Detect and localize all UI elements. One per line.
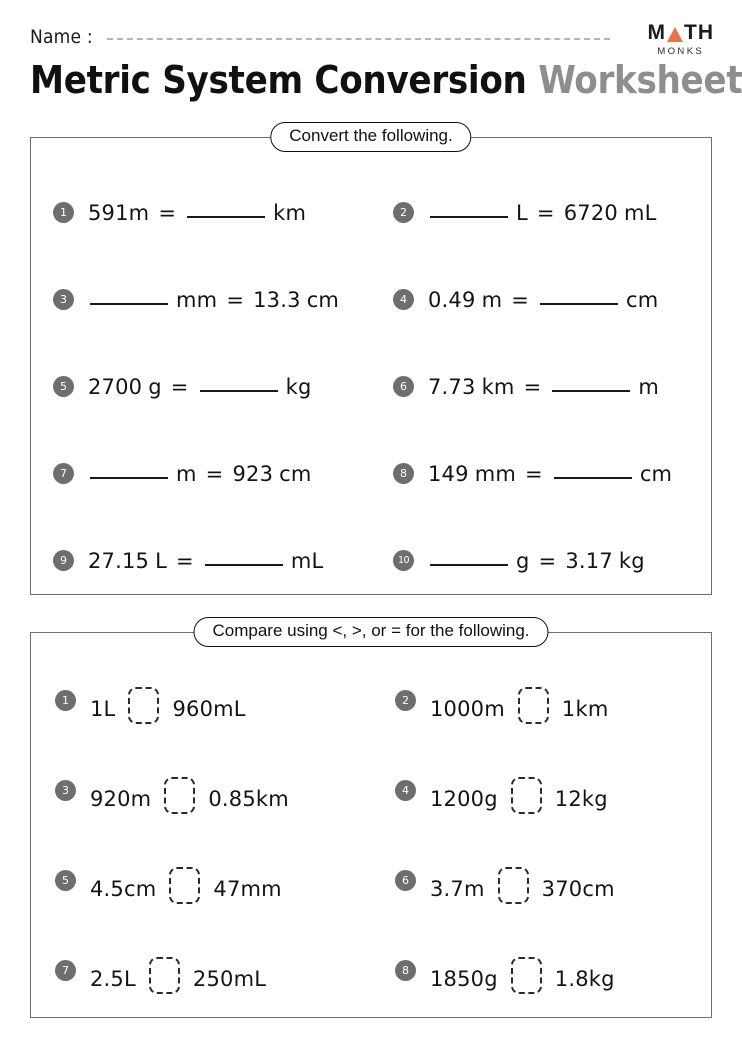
expression-token: = (538, 548, 557, 573)
compare-expression (430, 949, 615, 991)
compare-left-value: 1L (90, 697, 116, 721)
expression-token: = (176, 548, 194, 573)
expression-token: = (158, 200, 177, 225)
problem-expression (88, 201, 306, 225)
name-label: Name : (30, 26, 93, 48)
problem-expression (428, 288, 658, 312)
problem-number-badge: 3 (53, 289, 74, 310)
problem-number-badge: 1 (53, 202, 74, 223)
problem-number-badge: 7 (55, 960, 76, 981)
problem-item (371, 430, 711, 517)
page-title-secondary: Worksheet (538, 58, 742, 102)
expression-token: = (226, 287, 245, 312)
expression-token: mL (290, 548, 324, 573)
comparison-answer-box[interactable] (511, 957, 542, 994)
problem-number-badge: 6 (393, 376, 414, 397)
logo-wordmark (648, 22, 715, 43)
compare-right-value: 370cm (541, 877, 615, 901)
compare-right-value: 250mL (192, 967, 267, 991)
expression-token: 0.49 (428, 287, 476, 312)
math-monks-logo (648, 22, 715, 57)
problem-item (371, 517, 711, 604)
problem-number-badge: 5 (53, 376, 74, 397)
problem-number-badge: 2 (393, 202, 414, 223)
expression-token: m (481, 287, 503, 312)
problem-item (371, 343, 711, 430)
expression-token: g (516, 548, 530, 573)
compare-right-value: 47mm (213, 877, 282, 901)
answer-blank[interactable] (90, 302, 168, 305)
problem-expression (88, 288, 339, 312)
problem-row (31, 655, 711, 745)
expression-token: 923 (232, 461, 274, 486)
answer-blank[interactable] (430, 563, 508, 566)
compare-left-value: 1850g (430, 967, 498, 991)
compare-expression (90, 679, 246, 721)
answer-blank[interactable] (187, 215, 265, 218)
section-convert (30, 126, 712, 595)
compare-item (371, 655, 711, 745)
expression-token: 3.17 (565, 548, 613, 573)
compare-right-value: 12kg (554, 787, 608, 811)
problem-row (31, 256, 711, 343)
logo-text-before: M (647, 21, 666, 44)
problem-row (31, 343, 711, 430)
expression-token: 13.3 (253, 287, 301, 312)
comparison-answer-box[interactable] (511, 777, 542, 814)
problem-number-badge: 7 (53, 463, 74, 484)
problem-number-badge: 8 (393, 463, 414, 484)
compare-item (371, 835, 711, 925)
compare-right-value: 0.85km (208, 787, 289, 811)
answer-blank[interactable] (554, 476, 632, 479)
page-title-primary: Metric System Conversion (30, 58, 527, 102)
page-title (30, 58, 742, 102)
expression-token: g (148, 374, 162, 399)
expression-token: cm (306, 287, 340, 312)
compare-problem-grid (31, 655, 711, 1015)
triangle-icon (667, 27, 683, 42)
compare-left-value: 4.5cm (90, 877, 157, 901)
problem-expression (428, 462, 672, 486)
problem-expression (428, 375, 659, 399)
problem-item (371, 256, 711, 343)
compare-expression (430, 679, 609, 721)
problem-item (371, 169, 711, 256)
problem-number-badge: 5 (55, 870, 76, 891)
problem-number-badge: 4 (393, 289, 414, 310)
problem-number-badge: 6 (395, 870, 416, 891)
problem-number-badge: 3 (55, 780, 76, 801)
compare-expression (430, 769, 608, 811)
section-compare-title: Compare using <, >, or = for the following. (193, 617, 548, 647)
compare-expression (90, 949, 266, 991)
problem-expression (88, 549, 323, 573)
problem-item (31, 517, 371, 604)
expression-token: kg (285, 374, 312, 399)
comparison-answer-box[interactable] (169, 867, 200, 904)
expression-token: cm (626, 287, 659, 312)
compare-item (31, 745, 371, 835)
expression-token: cm (639, 461, 673, 486)
problem-number-badge: 9 (53, 550, 74, 571)
problem-row (31, 169, 711, 256)
problem-number-badge: 2 (395, 690, 416, 711)
compare-left-value: 3.7m (430, 877, 485, 901)
expression-token: m (638, 374, 660, 399)
expression-token: 7.73 (428, 374, 476, 399)
expression-token: km (481, 374, 515, 399)
expression-token: kg (618, 548, 645, 573)
compare-item (31, 655, 371, 745)
expression-token: mm (474, 461, 517, 486)
problem-row (31, 517, 711, 604)
section-compare (30, 621, 712, 1018)
comparison-answer-box[interactable] (164, 777, 195, 814)
problem-expression (428, 201, 657, 225)
name-field-row (30, 26, 610, 48)
compare-right-value: 1.8kg (554, 967, 615, 991)
problem-item (31, 169, 371, 256)
compare-right-value: 1km (561, 697, 609, 721)
comparison-answer-box[interactable] (498, 867, 529, 904)
problem-item (31, 256, 371, 343)
compare-expression (90, 769, 289, 811)
compare-expression (90, 859, 282, 901)
compare-left-value: 920m (90, 787, 152, 811)
problem-number-badge: 8 (395, 960, 416, 981)
compare-item (371, 925, 711, 1015)
compare-item (31, 925, 371, 1015)
problem-expression (428, 549, 645, 573)
expression-token: 2700 (88, 374, 143, 399)
expression-token: 6720 (563, 200, 618, 225)
problem-number-badge: 1 (55, 690, 76, 711)
compare-left-value: 1000m (430, 697, 505, 721)
compare-left-value: 2.5L (90, 967, 136, 991)
expression-token: m (176, 461, 197, 486)
expression-token: km (273, 200, 307, 225)
answer-blank[interactable] (430, 215, 508, 218)
expression-token: 591m (88, 200, 150, 225)
answer-blank[interactable] (90, 476, 168, 479)
expression-token: mL (623, 200, 657, 225)
logo-subtitle: MONKS (657, 46, 705, 57)
compare-item (371, 745, 711, 835)
problem-number-badge: 10 (393, 550, 414, 571)
expression-token: L (155, 548, 168, 573)
expression-token: 27.15 (88, 548, 150, 573)
expression-token: cm (279, 461, 312, 486)
expression-token: = (536, 200, 555, 225)
expression-token: = (170, 374, 189, 399)
expression-token: = (205, 461, 224, 486)
expression-token: = (525, 461, 543, 486)
expression-token: mm (176, 287, 218, 312)
problem-row (31, 430, 711, 517)
problem-row (31, 745, 711, 835)
name-write-line[interactable] (107, 37, 610, 40)
problem-expression (88, 462, 312, 486)
problem-row (31, 925, 711, 1015)
problem-item (31, 343, 371, 430)
answer-blank[interactable] (552, 389, 630, 392)
expression-token: = (523, 374, 542, 399)
problem-row (31, 835, 711, 925)
section-convert-title: Convert the following. (270, 122, 471, 152)
answer-blank[interactable] (200, 389, 278, 392)
problem-item (31, 430, 371, 517)
compare-left-value: 1200g (430, 787, 498, 811)
expression-token: 149 (428, 461, 469, 486)
compare-item (31, 835, 371, 925)
compare-right-value: 960mL (172, 697, 246, 721)
convert-problem-grid (31, 169, 711, 604)
answer-blank[interactable] (540, 302, 618, 305)
comparison-answer-box[interactable] (128, 687, 159, 724)
comparison-answer-box[interactable] (518, 687, 549, 724)
comparison-answer-box[interactable] (149, 957, 180, 994)
expression-token: L (516, 200, 528, 225)
expression-token: = (511, 287, 530, 312)
problem-expression (88, 375, 311, 399)
answer-blank[interactable] (205, 563, 283, 566)
problem-number-badge: 4 (395, 780, 416, 801)
logo-text-after: TH (684, 21, 714, 44)
compare-expression (430, 859, 615, 901)
